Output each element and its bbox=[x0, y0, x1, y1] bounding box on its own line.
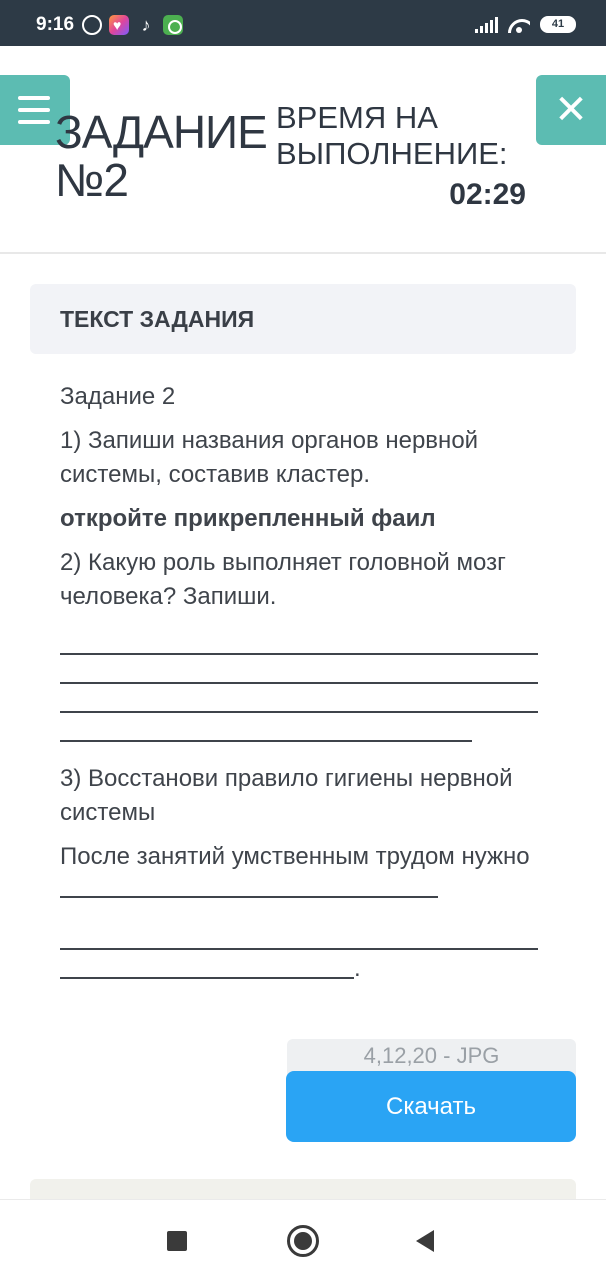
answer-line bbox=[60, 912, 538, 950]
task-content bbox=[60, 380, 550, 984]
title-line-1: ЗАДАНИЕ bbox=[55, 106, 267, 158]
heart-app-icon bbox=[109, 15, 129, 35]
close-icon: ✕ bbox=[554, 88, 588, 132]
close-button[interactable] bbox=[536, 75, 606, 145]
answer-line bbox=[60, 950, 354, 979]
countdown-timer: 02:29 bbox=[449, 178, 526, 211]
fill-in-sentence bbox=[60, 840, 550, 908]
notification-icons bbox=[82, 15, 183, 35]
end-mark: . bbox=[354, 955, 361, 982]
signal-icon bbox=[475, 17, 498, 33]
answer-line bbox=[60, 655, 538, 684]
status-bar bbox=[0, 0, 606, 46]
question-1: 1) Запиши названия органов нервной системы, составив кластер. bbox=[60, 427, 479, 488]
status-time: 9:16 bbox=[36, 14, 75, 35]
recent-apps-icon[interactable] bbox=[167, 1231, 187, 1251]
question-2: 2) Какую роль выполняет головной мозг человека? Запиши. bbox=[60, 549, 506, 610]
green-app-icon bbox=[163, 15, 183, 35]
fill-blank bbox=[60, 874, 438, 898]
time-label bbox=[276, 100, 508, 172]
wifi-icon bbox=[508, 17, 530, 33]
file-name-label: 4,12,20 - JPG bbox=[287, 1039, 576, 1077]
time-label-line-2: ВЫПОЛНЕНИЕ: bbox=[276, 136, 508, 171]
navigation-bar bbox=[0, 1199, 606, 1280]
sentence-start: После занятий умственным трудом нужно bbox=[60, 843, 530, 870]
task-text-header bbox=[30, 284, 576, 354]
battery-icon: 41 bbox=[540, 16, 576, 33]
back-icon[interactable] bbox=[416, 1230, 434, 1252]
hamburger-icon bbox=[18, 96, 50, 100]
answer-line bbox=[60, 626, 538, 655]
time-label-line-1: ВРЕМЯ НА bbox=[276, 100, 438, 135]
tiktok-icon: ♪ bbox=[141, 15, 151, 35]
hamburger-icon-bar bbox=[18, 120, 50, 124]
answer-line bbox=[60, 713, 472, 742]
question-3: 3) Восстанови правило гигиены нервной системы bbox=[60, 765, 513, 826]
answer-line-last bbox=[60, 950, 550, 984]
whatsapp-icon bbox=[82, 15, 102, 35]
title-line-2: №2 bbox=[55, 154, 128, 206]
hamburger-icon-bar bbox=[18, 108, 50, 112]
task-header-bar bbox=[0, 46, 606, 254]
attachment-note: откройте прикрепленный фаил bbox=[60, 505, 436, 532]
home-icon[interactable] bbox=[287, 1225, 319, 1257]
task-heading: Задание 2 bbox=[60, 383, 176, 410]
system-indicators bbox=[475, 16, 576, 33]
page-title bbox=[55, 108, 267, 204]
answer-line bbox=[60, 684, 538, 713]
download-button[interactable]: Скачать bbox=[286, 1071, 576, 1142]
section-title: ТЕКСТ ЗАДАНИЯ bbox=[60, 306, 255, 332]
